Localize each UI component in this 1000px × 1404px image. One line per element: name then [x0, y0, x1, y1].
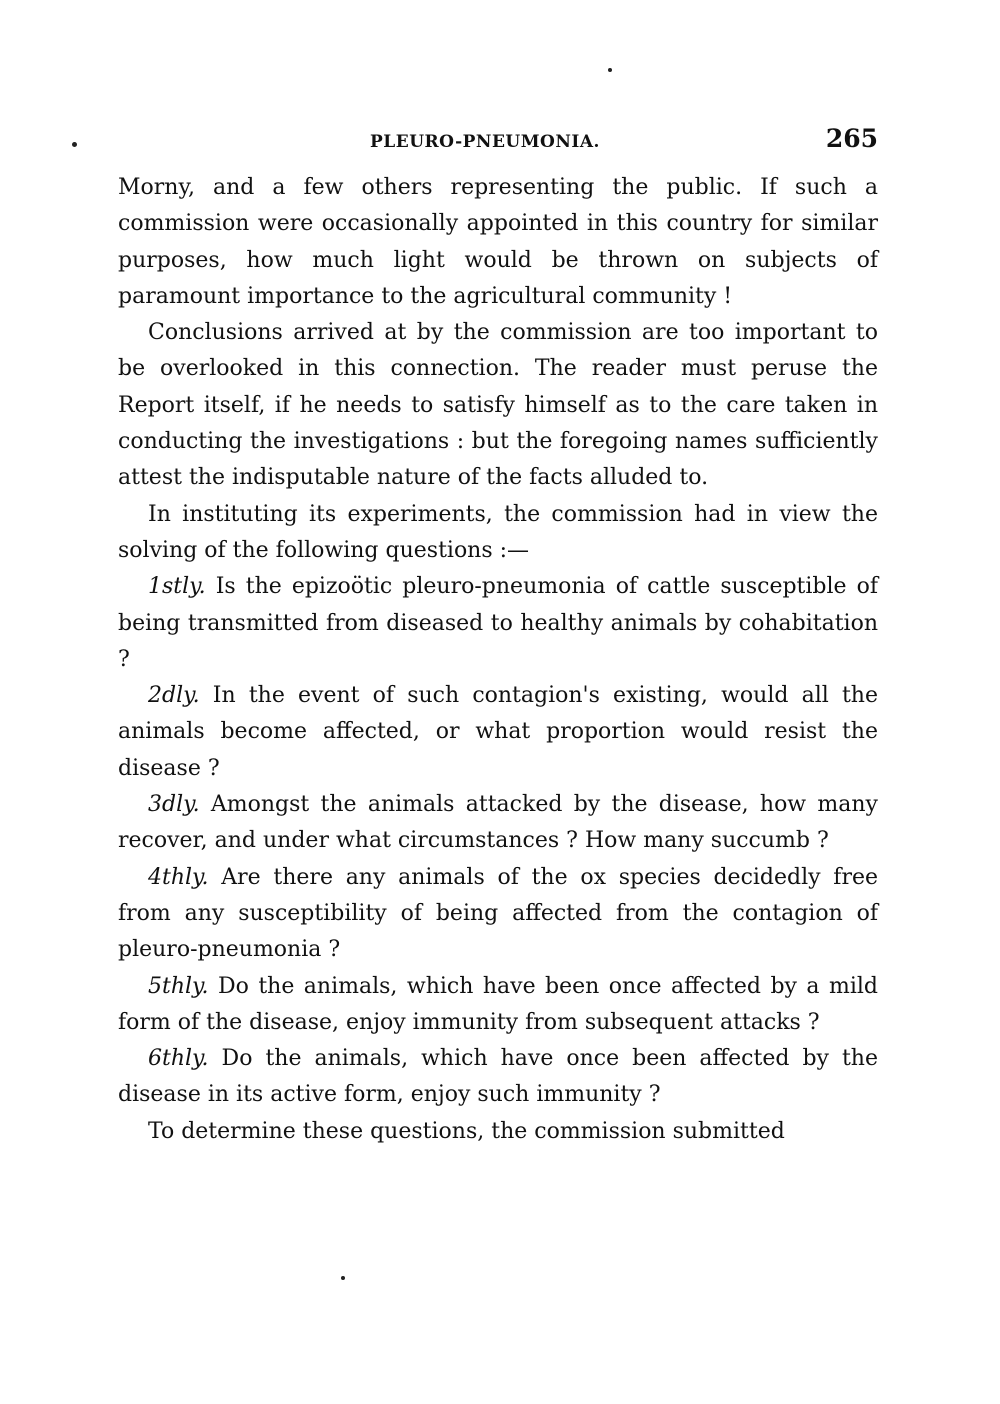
ink-speck [608, 68, 612, 72]
question-text: Do the animals, which have once been affected by the disease in its active form, enjoy such immunity ? [118, 1046, 878, 1108]
page-number: 265 [825, 124, 878, 153]
ink-speck [72, 142, 77, 147]
question-item [118, 969, 878, 1042]
question-text: Amongst the animals attacked by the disease, how many recover, and under what circumstances ? How many succumb ? [118, 792, 878, 854]
question-number: 3dly. [148, 792, 200, 818]
question-item [118, 678, 878, 787]
question-item [118, 569, 878, 678]
paragraph: To determine these questions, the commission submitted [148, 1118, 785, 1144]
question-number: 6thly. [148, 1046, 209, 1072]
paragraph: Conclusions arrived at by the commission are too important to be overlooked in this connection. The reader must peruse the Report itself, if he needs to satisfy himself as to the care taken in conducting the investigations : but the foregoing names sufficiently attest the indisputable nature of the facts alluded to. [118, 320, 878, 491]
body-text [118, 170, 878, 1150]
question-text: Do the animals, which have been once affected by a mild form of the disease, enjoy immunity from subsequent attacks ? [118, 973, 878, 1035]
ink-speck [341, 1276, 345, 1280]
question-text: In the event of such contagion's existing, would all the animals become affected, or what proportion would resist the disease ? [118, 683, 878, 781]
question-text: Are there any animals of the ox species decidedly free from any susceptibility of being affected from the contagion of pleuro-pneumonia ? [118, 864, 878, 963]
question-item [118, 787, 878, 860]
paragraph: In instituting its experiments, the commission had in view the solving of the following questions :— [118, 501, 878, 563]
question-number: 2dly. [148, 683, 200, 709]
question-item [118, 860, 878, 969]
question-number: 5thly. [148, 973, 209, 999]
running-title: PLEURO-PNEUMONIA. [370, 132, 600, 152]
question-number: 4thly. [148, 864, 209, 890]
question-text: Is the epizoötic pleuro-pneumonia of cattle susceptible of being transmitted from diseased to healthy animals by cohabitation ? [118, 574, 878, 672]
paragraph: Morny, and a few others representing the public. If such a commission were occasionally appointed in this country for similar purposes, how much light would be thrown on subjects of paramount importance to the agricultural community ! [118, 175, 878, 309]
question-item [118, 1041, 878, 1114]
running-head [118, 122, 878, 158]
question-number: 1stly. [148, 574, 206, 600]
